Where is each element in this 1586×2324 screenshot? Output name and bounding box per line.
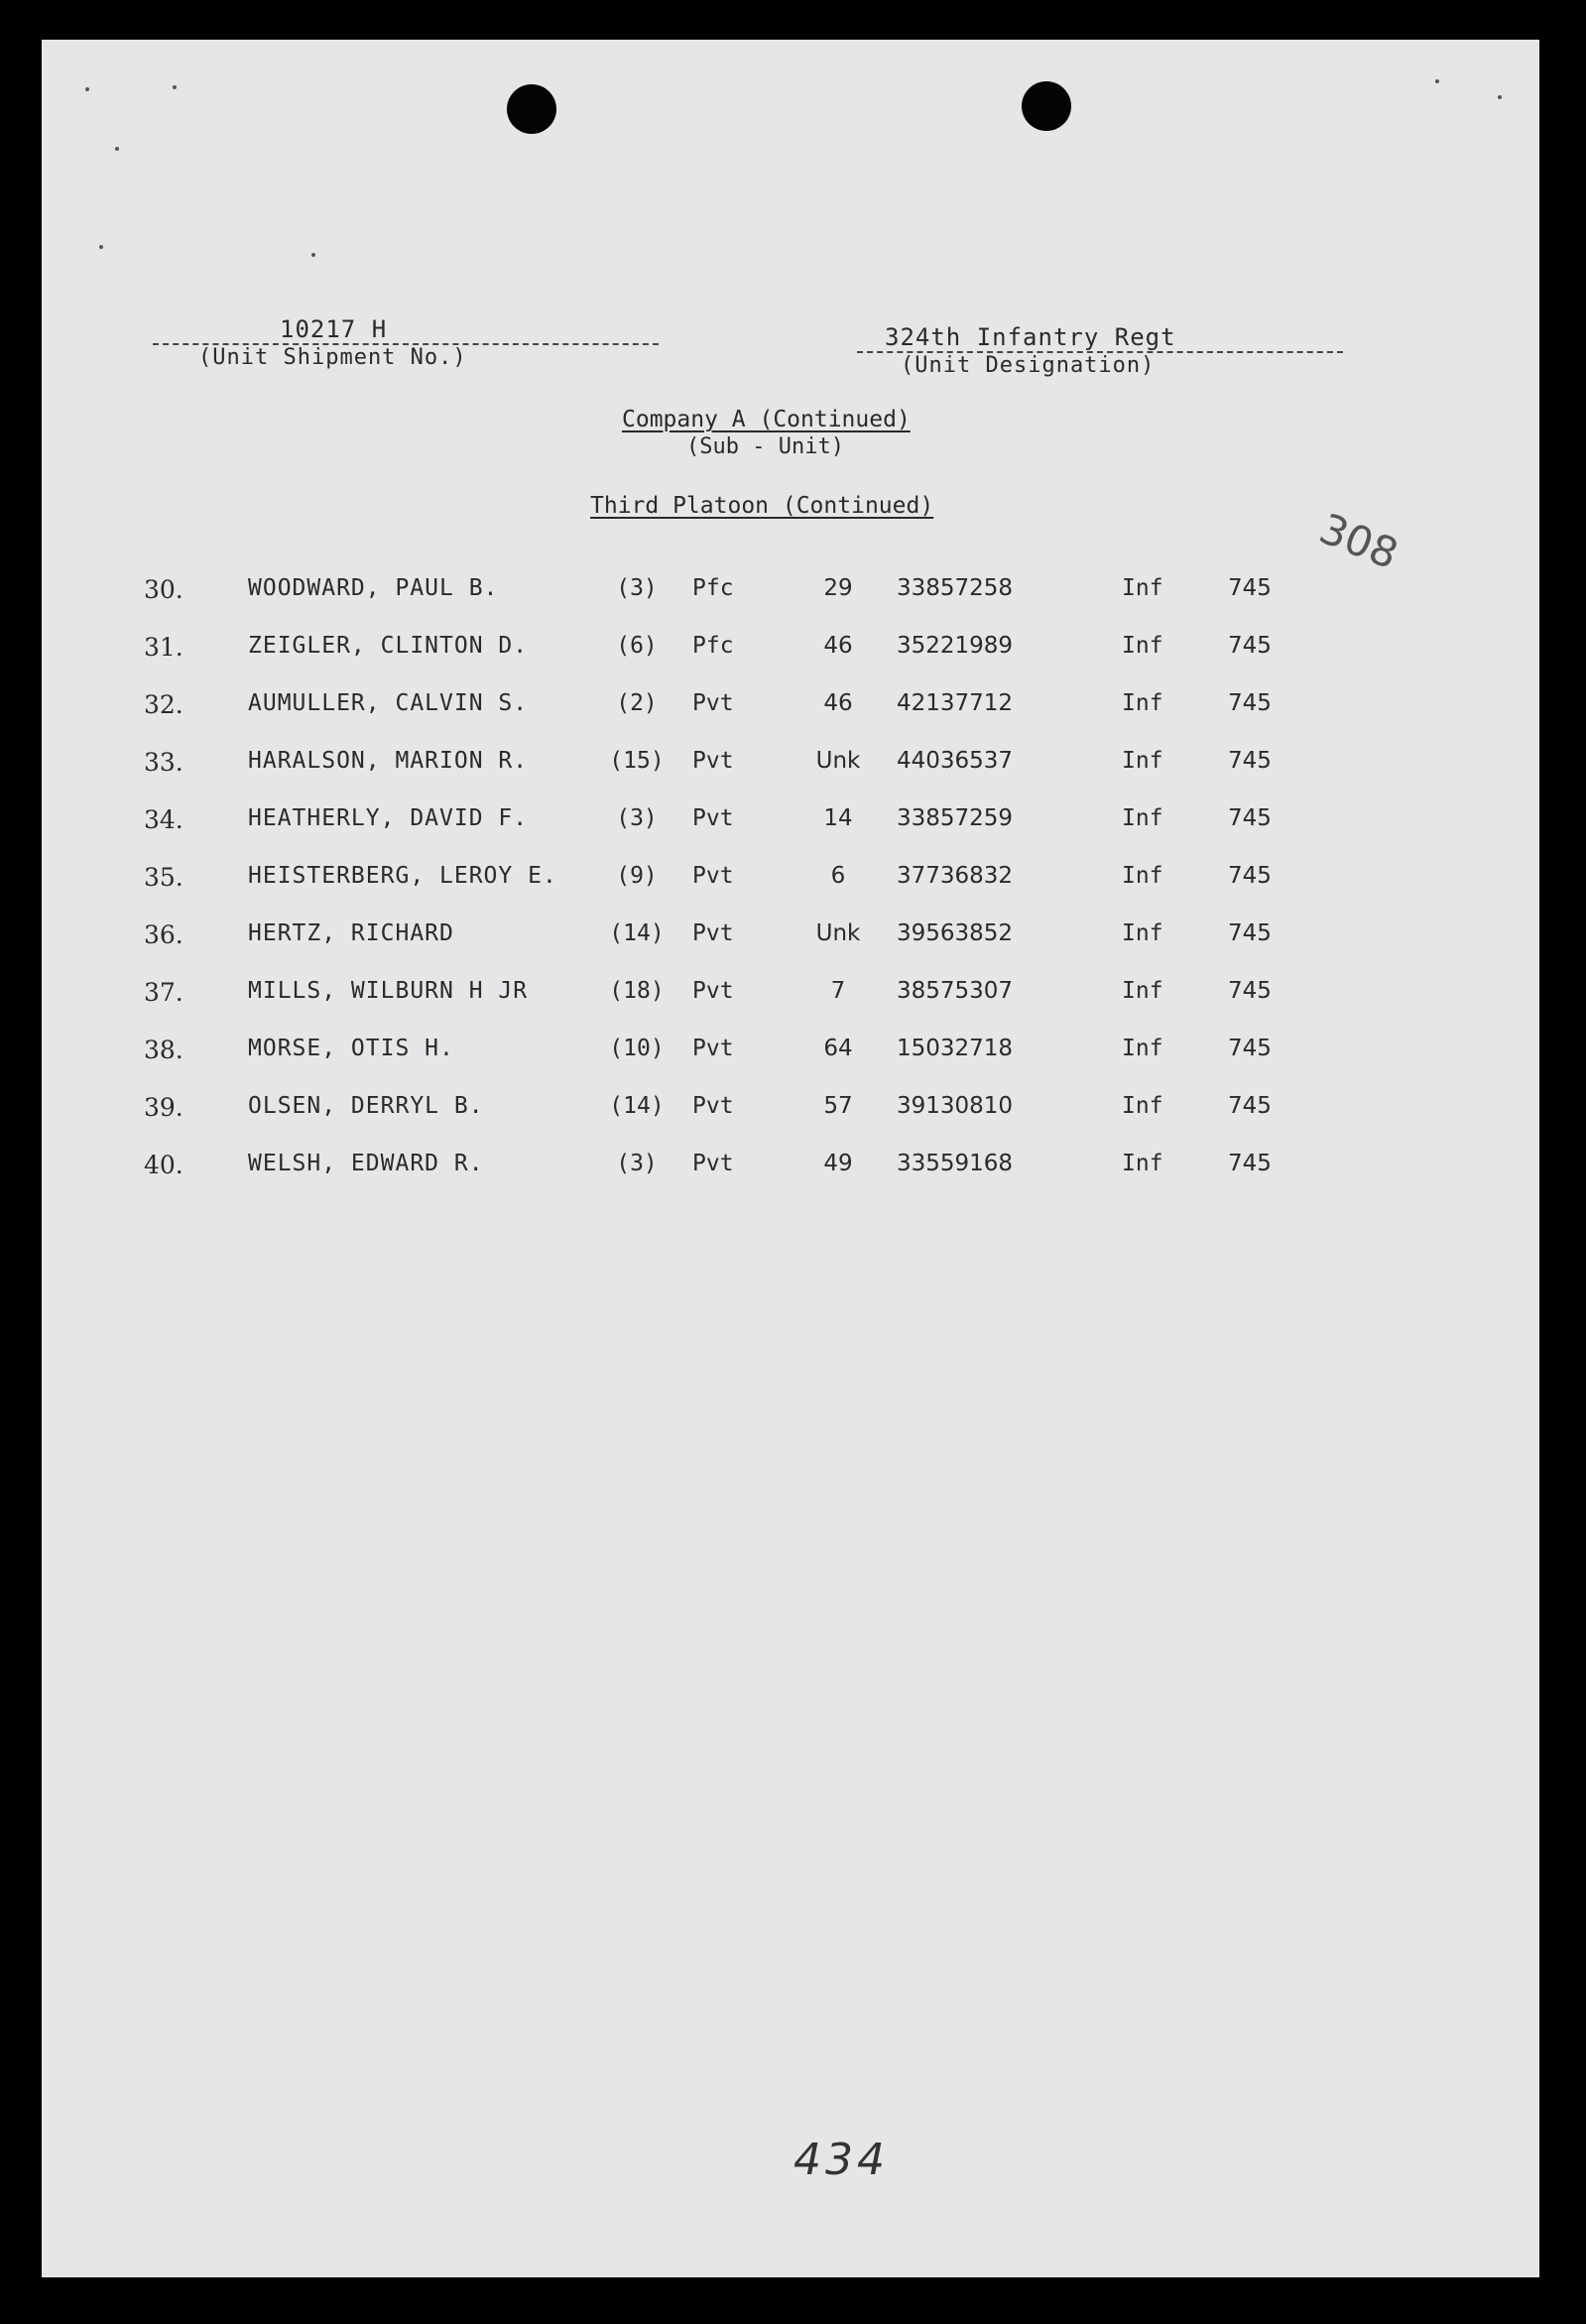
- sub-unit-name: Company A (Continued): [622, 407, 911, 432]
- serial-number: 35221989: [897, 633, 1014, 659]
- age: Unk: [815, 920, 861, 946]
- code: (15): [609, 748, 665, 774]
- stamped-number: 308: [1312, 504, 1405, 579]
- soldier-name: ZEIGLER, CLINTON D.: [248, 633, 529, 659]
- table-row: [42, 575, 1539, 615]
- arm-of-service: Inf: [1122, 748, 1163, 774]
- age: 46: [823, 633, 853, 659]
- rank: Pvt: [692, 1036, 734, 1061]
- row-number: 31.: [144, 633, 183, 662]
- document-page: [42, 40, 1539, 2277]
- mos-code: 745: [1228, 748, 1272, 774]
- unit-shipment-caption: (Unit Shipment No.): [198, 345, 467, 370]
- age: 7: [830, 978, 846, 1004]
- code: (2): [616, 690, 658, 716]
- arm-of-service: Inf: [1122, 978, 1163, 1004]
- row-number: 36.: [144, 920, 183, 949]
- row-number: 32.: [144, 690, 183, 719]
- serial-number: 39563852: [897, 920, 1014, 946]
- arm-of-service: Inf: [1122, 575, 1163, 601]
- serial-number: 33559168: [897, 1151, 1014, 1176]
- table-row: [42, 748, 1539, 788]
- paper-speck: [85, 87, 89, 91]
- rank: Pvt: [692, 863, 734, 889]
- handwritten-page-number: 434: [793, 2135, 889, 2185]
- code: (18): [609, 978, 665, 1004]
- mos-code: 745: [1228, 1036, 1272, 1061]
- table-row: [42, 1151, 1539, 1190]
- mos-code: 745: [1228, 920, 1272, 946]
- row-number: 39.: [144, 1093, 183, 1122]
- unit-designation: 324th Infantry Regt: [885, 323, 1176, 351]
- paper-speck: [311, 253, 315, 257]
- mos-code: 745: [1228, 863, 1272, 889]
- code: (10): [609, 1036, 665, 1061]
- rank: Pvt: [692, 805, 734, 831]
- age: Unk: [815, 748, 861, 774]
- code: (6): [616, 633, 658, 659]
- arm-of-service: Inf: [1122, 1093, 1163, 1119]
- serial-number: 37736832: [897, 863, 1014, 889]
- arm-of-service: Inf: [1122, 920, 1163, 946]
- arm-of-service: Inf: [1122, 1036, 1163, 1061]
- soldier-name: MILLS, WILBURN H JR: [248, 978, 529, 1004]
- paper-speck: [1498, 95, 1502, 99]
- serial-number: 38575307: [897, 978, 1014, 1004]
- soldier-name: WELSH, EDWARD R.: [248, 1151, 484, 1176]
- code: (3): [616, 805, 658, 831]
- punch-hole-right: [1022, 81, 1071, 131]
- soldier-name: OLSEN, DERRYL B.: [248, 1093, 484, 1119]
- arm-of-service: Inf: [1122, 805, 1163, 831]
- table-row: [42, 633, 1539, 673]
- table-row: [42, 1036, 1539, 1075]
- soldier-name: HEISTERBERG, LEROY E.: [248, 863, 557, 889]
- soldier-name: WOODWARD, PAUL B.: [248, 575, 499, 601]
- rank: Pfc: [692, 633, 734, 659]
- rank: Pvt: [692, 978, 734, 1004]
- arm-of-service: Inf: [1122, 863, 1163, 889]
- rank: Pvt: [692, 1093, 734, 1119]
- serial-number: 42137712: [897, 690, 1014, 716]
- rank: Pfc: [692, 575, 734, 601]
- age: 14: [823, 805, 853, 831]
- sub-unit-caption: (Sub - Unit): [686, 434, 844, 459]
- arm-of-service: Inf: [1122, 690, 1163, 716]
- row-number: 34.: [144, 805, 183, 834]
- mos-code: 745: [1228, 690, 1272, 716]
- table-row: [42, 920, 1539, 960]
- table-row: [42, 978, 1539, 1018]
- row-number: 30.: [144, 575, 183, 604]
- mos-code: 745: [1228, 978, 1272, 1004]
- code: (3): [616, 1151, 658, 1176]
- age: 6: [830, 863, 846, 889]
- mos-code: 745: [1228, 1093, 1272, 1119]
- row-number: 33.: [144, 748, 183, 777]
- age: 57: [823, 1093, 853, 1119]
- paper-speck: [115, 147, 119, 151]
- paper-speck: [99, 245, 103, 249]
- age: 29: [823, 575, 853, 601]
- section-title: Third Platoon (Continued): [590, 493, 934, 519]
- serial-number: 33857259: [897, 805, 1014, 831]
- mos-code: 745: [1228, 1151, 1272, 1176]
- code: (9): [616, 863, 658, 889]
- rank: Pvt: [692, 690, 734, 716]
- row-number: 40.: [144, 1151, 183, 1179]
- soldier-name: MORSE, OTIS H.: [248, 1036, 454, 1061]
- rank: Pvt: [692, 1151, 734, 1176]
- table-row: [42, 1093, 1539, 1133]
- paper-speck: [1435, 79, 1439, 83]
- table-row: [42, 690, 1539, 730]
- table-row: [42, 863, 1539, 903]
- code: (14): [609, 1093, 665, 1119]
- soldier-name: HERTZ, RICHARD: [248, 920, 454, 946]
- code: (3): [616, 575, 658, 601]
- serial-number: 39130810: [897, 1093, 1014, 1119]
- row-number: 37.: [144, 978, 183, 1007]
- mos-code: 745: [1228, 633, 1272, 659]
- table-row: [42, 805, 1539, 845]
- punch-hole-left: [507, 84, 556, 134]
- unit-designation-caption: (Unit Designation): [901, 353, 1156, 378]
- code: (14): [609, 920, 665, 946]
- age: 46: [823, 690, 853, 716]
- soldier-name: AUMULLER, CALVIN S.: [248, 690, 529, 716]
- rank: Pvt: [692, 748, 734, 774]
- arm-of-service: Inf: [1122, 633, 1163, 659]
- soldier-name: HEATHERLY, DAVID F.: [248, 805, 529, 831]
- serial-number: 44036537: [897, 748, 1014, 774]
- arm-of-service: Inf: [1122, 1151, 1163, 1176]
- age: 64: [823, 1036, 853, 1061]
- rank: Pvt: [692, 920, 734, 946]
- paper-speck: [173, 85, 177, 89]
- age: 49: [823, 1151, 853, 1176]
- serial-number: 33857258: [897, 575, 1014, 601]
- soldier-name: HARALSON, MARION R.: [248, 748, 529, 774]
- mos-code: 745: [1228, 575, 1272, 601]
- unit-shipment-number: 10217 H: [280, 315, 388, 343]
- serial-number: 15032718: [897, 1036, 1014, 1061]
- row-number: 38.: [144, 1036, 183, 1064]
- mos-code: 745: [1228, 805, 1272, 831]
- row-number: 35.: [144, 863, 183, 892]
